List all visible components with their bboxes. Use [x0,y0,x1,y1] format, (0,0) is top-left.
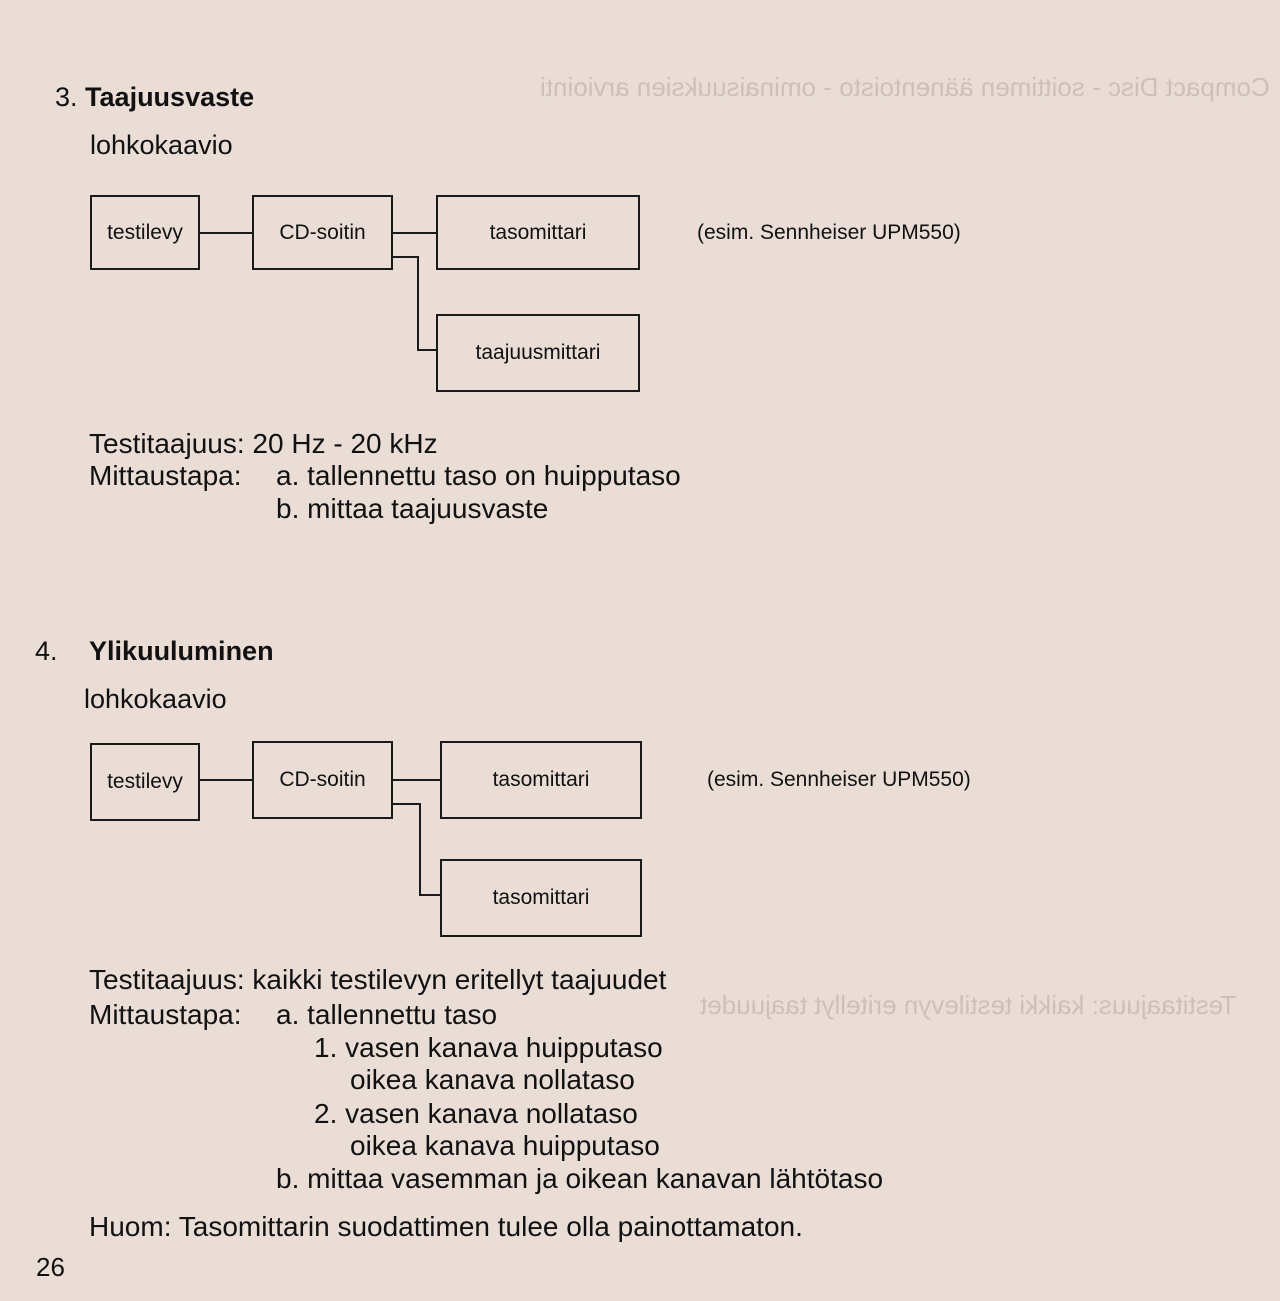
section-3-subtitle: lohkokaavio [90,130,233,160]
section-4-note: Huom: Tasomittarin suodattimen tulee olla painottamaton. [89,1211,803,1242]
section-4-item-2-line-2: oikea kanava huipputaso [350,1130,660,1161]
box-tasomittari: tasomittari [440,741,642,819]
section-3-method-label: Mittaustapa: [89,460,242,491]
example-note: (esim. Sennheiser UPM550) [697,221,961,244]
section-4-method-label: Mittaustapa: [89,999,242,1030]
box-cd-soitin: CD-soitin [252,195,393,270]
section-3-title: Taajuusvaste [85,82,255,112]
section-4-method-b: b. mittaa vasemman ja oikean kanavan lähtötaso [276,1163,884,1194]
section-3-method-b: b. mittaa taajuusvaste [276,493,549,524]
section-4-number: 4. [35,636,58,666]
page-number: 26 [36,1252,65,1282]
section-4-item-1-line-2: oikea kanava nollataso [350,1064,635,1095]
box-testilevy: testilevy [90,195,200,270]
example-note: (esim. Sennheiser UPM550) [707,768,971,791]
section-3-test-frequency: Testitaajuus: 20 Hz - 20 kHz [89,428,438,459]
box-tasomittari: tasomittari [436,195,640,270]
section-3-method-a: a. tallennettu taso on huipputaso [276,460,681,491]
section-4-test-frequency: Testitaajuus: kaikki testilevyn eritellyt taajuudet [89,964,667,995]
bleed-through-text: Compact Disc - soittimen äänentoisto - ominaisuuksien arviointi [540,72,1270,102]
box-cd-soitin: CD-soitin [252,741,393,819]
section-4-item-2-line-1: 2. vasen kanava nollataso [314,1098,638,1129]
section-4-item-1-line-1: 1. vasen kanava huipputaso [314,1032,663,1063]
section-4-heading [35,638,274,665]
connector-line [392,257,437,350]
box-taajuusmittari: taajuusmittari [436,314,640,392]
box-testilevy: testilevy [90,743,200,821]
section-4-subtitle: lohkokaavio [84,684,227,714]
section-4-method-a: a. tallennettu taso [276,999,498,1030]
section-4-title: Ylikuuluminen [89,636,274,666]
section-3-number: 3. [55,82,78,112]
box-tasomittari-2: tasomittari [440,859,642,937]
bleed-through-text: Testitaajuus: kaikki testilevyn eritellyt taajuudet [700,990,1237,1020]
connector-line [392,804,441,895]
